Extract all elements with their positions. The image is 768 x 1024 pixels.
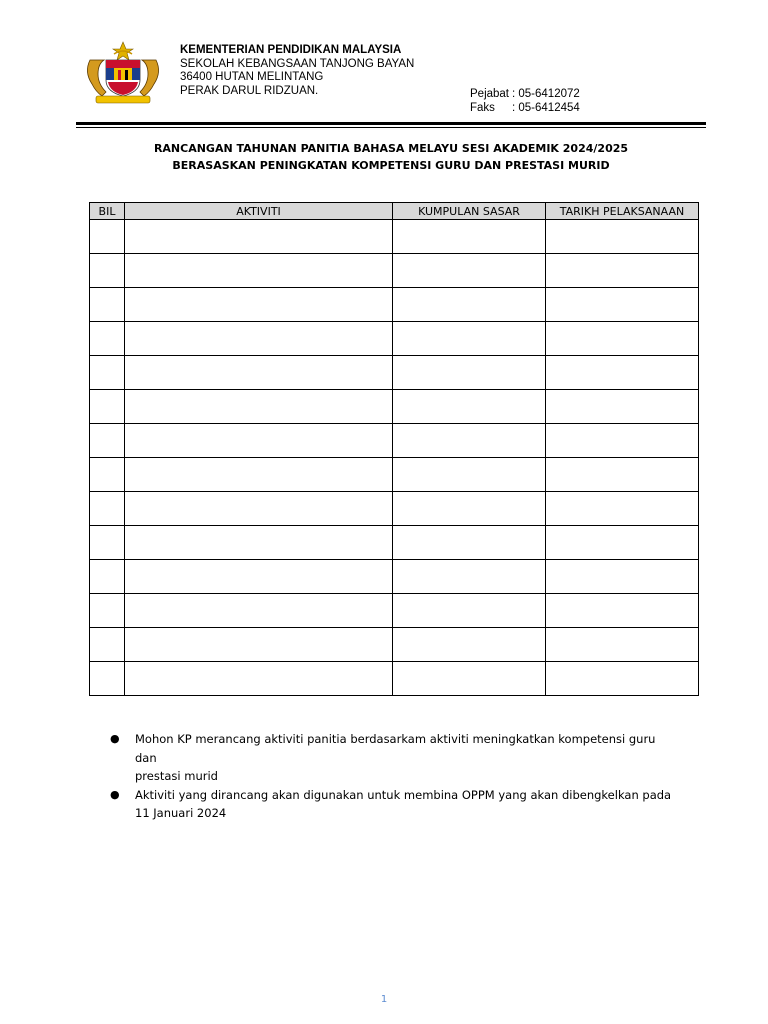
document-title: [76, 140, 706, 174]
cell-bil: [90, 594, 125, 628]
malaysia-coat-of-arms-icon: [82, 40, 164, 106]
header-divider-thin: [76, 127, 706, 128]
table-row: [90, 322, 699, 356]
title-line-1: RANCANGAN TAHUNAN PANITIA BAHASA MELAYU SESI AKADEMIK 2024/2025: [153, 142, 629, 155]
cell-aktiviti: [125, 628, 393, 662]
cell-bil: [90, 628, 125, 662]
cell-tarikh-pelaksanaan: [546, 560, 699, 594]
cell-aktiviti: [125, 458, 393, 492]
cell-aktiviti: [125, 220, 393, 254]
notes-list: [110, 730, 680, 823]
column-header-aktiviti: AKTIVITI: [125, 203, 393, 220]
bullet-icon: ●: [110, 787, 120, 801]
header-divider-thick: [76, 122, 706, 125]
cell-kumpulan-sasar: [393, 560, 546, 594]
cell-kumpulan-sasar: [393, 356, 546, 390]
cell-kumpulan-sasar: [393, 220, 546, 254]
phone-value: : 05-6412072: [512, 88, 580, 100]
cell-aktiviti: [125, 560, 393, 594]
cell-bil: [90, 662, 125, 696]
cell-tarikh-pelaksanaan: [546, 526, 699, 560]
fax-label: Faks: [470, 101, 495, 114]
note-text-line: prestasi murid: [135, 769, 218, 783]
cell-bil: [90, 526, 125, 560]
bullet-icon: ●: [110, 732, 120, 745]
contact-info: [470, 88, 580, 115]
cell-aktiviti: [125, 356, 393, 390]
cell-tarikh-pelaksanaan: [546, 492, 699, 526]
cell-kumpulan-sasar: [393, 594, 546, 628]
table-row: [90, 594, 699, 628]
cell-aktiviti: [125, 390, 393, 424]
cell-tarikh-pelaksanaan: [546, 628, 699, 662]
cell-bil: [90, 356, 125, 390]
cell-bil: [90, 288, 125, 322]
table-row: [90, 288, 699, 322]
note-text-line: Aktiviti yang dirancang akan digunakan untuk membina OPPM yang akan dibengkelkan pada: [135, 787, 672, 802]
cell-aktiviti: [125, 288, 393, 322]
cell-tarikh-pelaksanaan: [546, 458, 699, 492]
cell-aktiviti: [125, 254, 393, 288]
cell-aktiviti: [125, 662, 393, 696]
title-line-2: BERASASKAN PENINGKATAN KOMPETENSI GURU DAN PRESTASI MURID: [172, 159, 610, 172]
cell-kumpulan-sasar: [393, 526, 546, 560]
table-row: [90, 458, 699, 492]
cell-tarikh-pelaksanaan: [546, 356, 699, 390]
cell-bil: [90, 390, 125, 424]
cell-tarikh-pelaksanaan: [546, 322, 699, 356]
fax-value: : 05-6412454: [512, 101, 580, 114]
cell-tarikh-pelaksanaan: [546, 594, 699, 628]
table-row: [90, 560, 699, 594]
cell-bil: [90, 254, 125, 288]
cell-kumpulan-sasar: [393, 458, 546, 492]
note-text-line: Mohon KP merancang aktiviti panitia berdasarkam aktiviti meningkatkan kompetensi guru dan: [135, 732, 656, 765]
column-header-tarikh-pelaksanaan: TARIKH PELAKSANAAN: [546, 203, 699, 220]
cell-kumpulan-sasar: [393, 662, 546, 696]
cell-tarikh-pelaksanaan: [546, 390, 699, 424]
cell-aktiviti: [125, 594, 393, 628]
table-row: [90, 390, 699, 424]
list-item: [110, 786, 680, 823]
cell-tarikh-pelaksanaan: [546, 662, 699, 696]
column-header-kumpulan-sasar: KUMPULAN SASAR: [393, 203, 546, 220]
cell-bil: [90, 458, 125, 492]
cell-tarikh-pelaksanaan: [546, 424, 699, 458]
note-text-line: 11 Januari 2024: [135, 806, 227, 820]
school-letterhead: [180, 44, 414, 98]
cell-tarikh-pelaksanaan: [546, 254, 699, 288]
activity-plan-table: [89, 202, 699, 696]
cell-bil: [90, 560, 125, 594]
cell-tarikh-pelaksanaan: [546, 220, 699, 254]
table-row: [90, 254, 699, 288]
cell-aktiviti: [125, 492, 393, 526]
school-state: PERAK DARUL RIDZUAN.: [180, 84, 319, 97]
cell-bil: [90, 322, 125, 356]
school-postcode-town: 36400 HUTAN MELINTANG: [180, 71, 324, 83]
table-row: [90, 662, 699, 696]
table-row: [90, 220, 699, 254]
cell-kumpulan-sasar: [393, 288, 546, 322]
cell-kumpulan-sasar: [393, 628, 546, 662]
table-row: [90, 356, 699, 390]
page-number: 1: [380, 994, 388, 1005]
table-row: [90, 424, 699, 458]
cell-aktiviti: [125, 424, 393, 458]
cell-kumpulan-sasar: [393, 322, 546, 356]
cell-aktiviti: [125, 526, 393, 560]
school-name: SEKOLAH KEBANGSAAN TANJONG BAYAN: [180, 57, 415, 70]
fax-row: [470, 102, 580, 116]
phone-label: Pejabat: [470, 88, 510, 100]
cell-aktiviti: [125, 322, 393, 356]
table-row: [90, 492, 699, 526]
cell-kumpulan-sasar: [393, 424, 546, 458]
cell-bil: [90, 492, 125, 526]
cell-kumpulan-sasar: [393, 390, 546, 424]
cell-kumpulan-sasar: [393, 492, 546, 526]
cell-bil: [90, 424, 125, 458]
list-item: [110, 730, 680, 786]
column-header-bil: BIL: [90, 203, 125, 220]
phone-row: [470, 88, 580, 102]
table-row: [90, 628, 699, 662]
cell-tarikh-pelaksanaan: [546, 288, 699, 322]
table-header-row: [90, 203, 699, 220]
cell-kumpulan-sasar: [393, 254, 546, 288]
ministry-name: KEMENTERIAN PENDIDIKAN MALAYSIA: [180, 44, 402, 56]
table-row: [90, 526, 699, 560]
cell-bil: [90, 220, 125, 254]
